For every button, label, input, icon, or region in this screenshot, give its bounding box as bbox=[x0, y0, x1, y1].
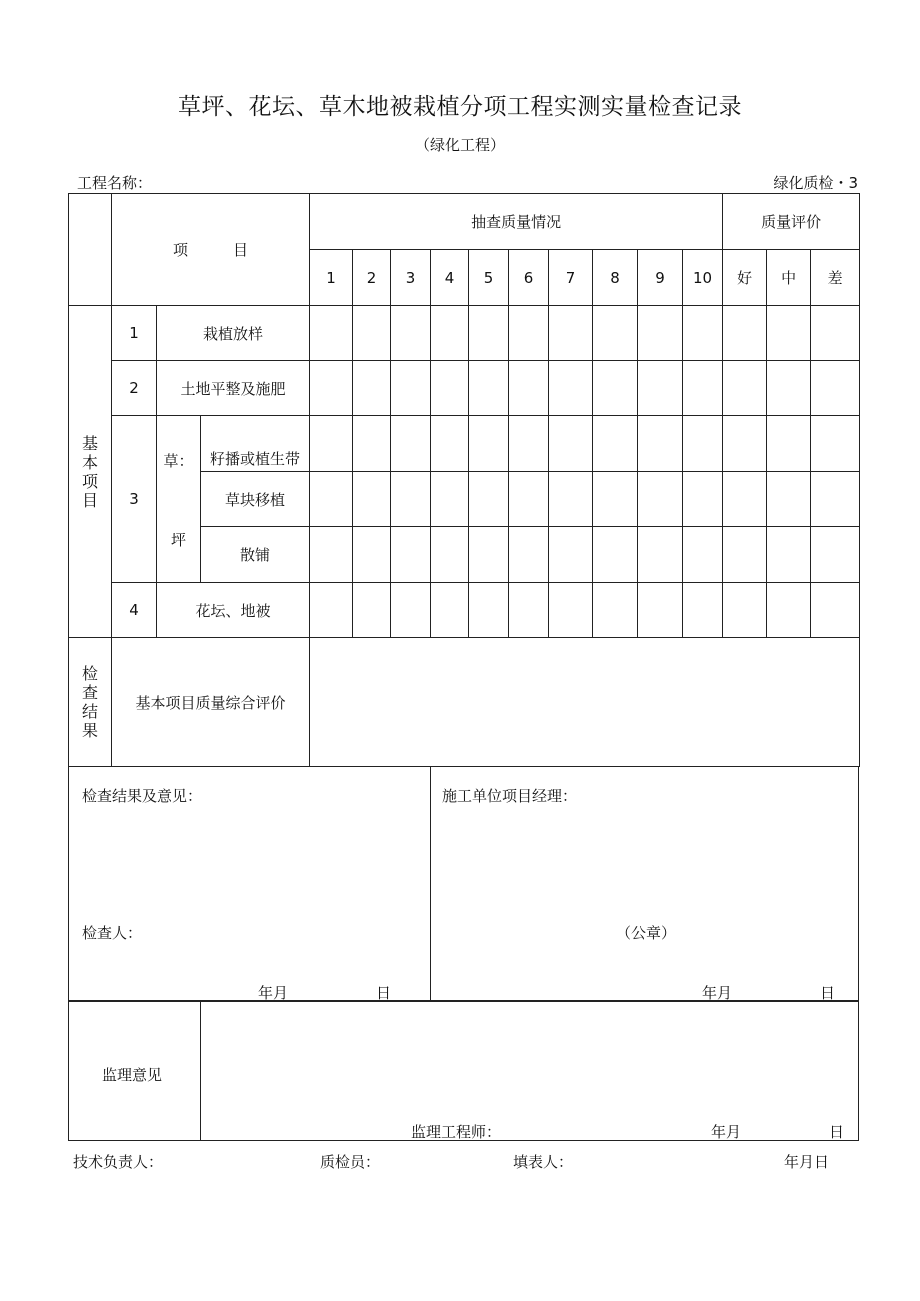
data-cell[interactable] bbox=[509, 361, 549, 416]
data-cell[interactable] bbox=[811, 361, 860, 416]
data-cell[interactable] bbox=[767, 472, 811, 527]
data-cell[interactable] bbox=[549, 416, 593, 472]
lawn-group-label bbox=[157, 416, 201, 583]
data-cell[interactable] bbox=[310, 416, 353, 472]
table-row bbox=[69, 306, 860, 361]
data-cell[interactable] bbox=[469, 472, 509, 527]
data-cell[interactable] bbox=[431, 361, 469, 416]
qc-label: 质检员： bbox=[320, 1153, 381, 1171]
data-cell[interactable] bbox=[683, 583, 723, 638]
data-cell[interactable] bbox=[391, 361, 431, 416]
item-number: 3 bbox=[112, 416, 157, 583]
item-name: 草块移植 bbox=[201, 472, 310, 527]
rating-poor: 差 bbox=[811, 250, 860, 306]
data-cell[interactable] bbox=[593, 472, 638, 527]
item-name: 栽植放样 bbox=[157, 306, 310, 361]
sample-number: 2 bbox=[353, 250, 391, 306]
data-cell[interactable] bbox=[391, 306, 431, 361]
data-cell[interactable] bbox=[353, 361, 391, 416]
data-cell[interactable] bbox=[638, 416, 683, 472]
section-divider bbox=[430, 766, 431, 1000]
table-row bbox=[69, 416, 860, 472]
inspection-date-ym: 年月 bbox=[258, 984, 289, 1002]
lawn-group-top: 草： bbox=[163, 452, 194, 470]
basic-items-label bbox=[69, 306, 112, 638]
data-cell[interactable] bbox=[638, 306, 683, 361]
data-cell[interactable] bbox=[310, 306, 353, 361]
data-cell[interactable] bbox=[353, 583, 391, 638]
inspection-table bbox=[68, 193, 860, 767]
inspection-date-day: 日 bbox=[376, 984, 392, 1002]
data-cell[interactable] bbox=[391, 416, 431, 472]
seal-label: （公章） bbox=[616, 924, 677, 942]
data-cell[interactable] bbox=[509, 416, 549, 472]
data-cell[interactable] bbox=[353, 416, 391, 472]
item-name: 土地平整及施肥 bbox=[157, 361, 310, 416]
sample-number: 9 bbox=[638, 250, 683, 306]
form-code: 绿化质检・3 bbox=[773, 174, 858, 192]
data-cell[interactable] bbox=[509, 472, 549, 527]
construction-date-day: 日 bbox=[820, 984, 836, 1002]
sample-number: 10 bbox=[683, 250, 723, 306]
data-cell[interactable] bbox=[811, 416, 860, 472]
item-header: 项 目 bbox=[112, 194, 310, 306]
data-cell[interactable] bbox=[310, 583, 353, 638]
item-number: 1 bbox=[112, 306, 157, 361]
item-number: 2 bbox=[112, 361, 157, 416]
construction-date-ym: 年月 bbox=[702, 984, 733, 1002]
sample-number: 3 bbox=[391, 250, 431, 306]
data-cell[interactable] bbox=[549, 583, 593, 638]
data-cell[interactable] bbox=[391, 472, 431, 527]
data-cell[interactable] bbox=[811, 527, 860, 583]
project-manager-label: 施工单位项目经理： bbox=[442, 787, 578, 805]
data-cell[interactable] bbox=[469, 361, 509, 416]
supervision-section bbox=[68, 1001, 859, 1141]
rating-header: 质量评价 bbox=[723, 194, 860, 250]
result-item: 基本项目质量综合评价 bbox=[112, 638, 310, 767]
data-cell[interactable] bbox=[723, 472, 767, 527]
data-cell[interactable] bbox=[767, 416, 811, 472]
data-cell[interactable] bbox=[391, 583, 431, 638]
data-cell[interactable] bbox=[593, 527, 638, 583]
data-cell[interactable] bbox=[723, 527, 767, 583]
data-cell[interactable] bbox=[431, 583, 469, 638]
sample-number: 6 bbox=[509, 250, 549, 306]
data-cell[interactable] bbox=[723, 416, 767, 472]
project-name-label: 工程名称： bbox=[77, 174, 153, 192]
sampling-header: 抽查质量情况 bbox=[310, 194, 723, 250]
data-cell[interactable] bbox=[549, 527, 593, 583]
table-row bbox=[69, 638, 860, 767]
result-label bbox=[69, 638, 112, 767]
item-name: 花坛、地被 bbox=[157, 583, 310, 638]
data-cell[interactable] bbox=[431, 306, 469, 361]
data-cell[interactable] bbox=[683, 361, 723, 416]
sample-number: 1 bbox=[310, 250, 353, 306]
data-cell[interactable] bbox=[811, 472, 860, 527]
data-cell[interactable] bbox=[683, 416, 723, 472]
data-cell[interactable] bbox=[683, 472, 723, 527]
data-cell[interactable] bbox=[469, 416, 509, 472]
data-cell[interactable] bbox=[431, 416, 469, 472]
data-cell[interactable] bbox=[391, 527, 431, 583]
data-cell[interactable] bbox=[638, 472, 683, 527]
data-cell[interactable] bbox=[353, 527, 391, 583]
data-cell[interactable] bbox=[638, 527, 683, 583]
data-cell[interactable] bbox=[767, 306, 811, 361]
item-name: 散铺 bbox=[201, 527, 310, 583]
tech-lead-label: 技术负责人： bbox=[73, 1153, 164, 1171]
table-row bbox=[69, 361, 860, 416]
item-name: 籽播或植生带 bbox=[201, 416, 310, 472]
data-cell[interactable] bbox=[811, 306, 860, 361]
data-cell[interactable] bbox=[549, 306, 593, 361]
inspection-opinion-label: 检查结果及意见： bbox=[82, 787, 203, 805]
data-cell[interactable] bbox=[310, 472, 353, 527]
data-cell[interactable] bbox=[431, 472, 469, 527]
data-cell[interactable] bbox=[638, 361, 683, 416]
data-cell[interactable] bbox=[767, 361, 811, 416]
data-cell[interactable] bbox=[509, 583, 549, 638]
data-cell[interactable] bbox=[469, 583, 509, 638]
item-number: 4 bbox=[112, 583, 157, 638]
supervision-opinion-label: 监理意见 bbox=[102, 1066, 163, 1084]
data-cell[interactable] bbox=[509, 527, 549, 583]
data-cell[interactable] bbox=[638, 583, 683, 638]
data-cell[interactable] bbox=[767, 583, 811, 638]
data-cell[interactable] bbox=[353, 306, 391, 361]
page-subtitle: （绿化工程） bbox=[414, 136, 505, 154]
data-cell[interactable] bbox=[723, 361, 767, 416]
data-cell[interactable] bbox=[469, 527, 509, 583]
sample-number: 4 bbox=[431, 250, 469, 306]
data-cell[interactable] bbox=[593, 583, 638, 638]
supervision-date-day: 日 bbox=[829, 1123, 845, 1141]
data-cell[interactable] bbox=[593, 361, 638, 416]
supervising-engineer-label: 监理工程师： bbox=[411, 1123, 502, 1141]
data-cell[interactable] bbox=[811, 583, 860, 638]
result-label-text: 检查结果 bbox=[82, 664, 99, 740]
page-title: 草坪、花坛、草木地被栽植分项工程实测实量检查记录 bbox=[178, 94, 742, 120]
data-cell[interactable] bbox=[549, 472, 593, 527]
supervision-date-ym: 年月 bbox=[711, 1123, 742, 1141]
data-cell[interactable] bbox=[767, 527, 811, 583]
data-cell[interactable] bbox=[593, 416, 638, 472]
sign-off-section bbox=[68, 766, 859, 1001]
data-cell[interactable] bbox=[310, 361, 353, 416]
data-cell[interactable] bbox=[310, 527, 353, 583]
data-cell[interactable] bbox=[509, 306, 549, 361]
data-cell[interactable] bbox=[683, 306, 723, 361]
inspector-label: 检查人： bbox=[82, 924, 143, 942]
filler-label: 填表人： bbox=[513, 1153, 574, 1171]
lawn-group-bottom: 坪 bbox=[170, 531, 186, 549]
footer-date: 年月日 bbox=[784, 1153, 830, 1171]
corner-cell bbox=[69, 194, 112, 306]
sample-number: 8 bbox=[593, 250, 638, 306]
result-value-cell[interactable] bbox=[310, 638, 860, 767]
data-cell[interactable] bbox=[469, 306, 509, 361]
data-cell[interactable] bbox=[549, 361, 593, 416]
data-cell[interactable] bbox=[353, 472, 391, 527]
data-cell[interactable] bbox=[593, 306, 638, 361]
sample-number: 7 bbox=[549, 250, 593, 306]
data-cell[interactable] bbox=[723, 583, 767, 638]
supervision-divider bbox=[200, 1002, 201, 1140]
rating-good: 好 bbox=[723, 250, 767, 306]
table-row bbox=[69, 583, 860, 638]
basic-items-text: 基本项目 bbox=[82, 433, 99, 510]
data-cell[interactable] bbox=[431, 527, 469, 583]
rating-medium: 中 bbox=[767, 250, 811, 306]
sample-number: 5 bbox=[469, 250, 509, 306]
data-cell[interactable] bbox=[683, 527, 723, 583]
data-cell[interactable] bbox=[723, 306, 767, 361]
